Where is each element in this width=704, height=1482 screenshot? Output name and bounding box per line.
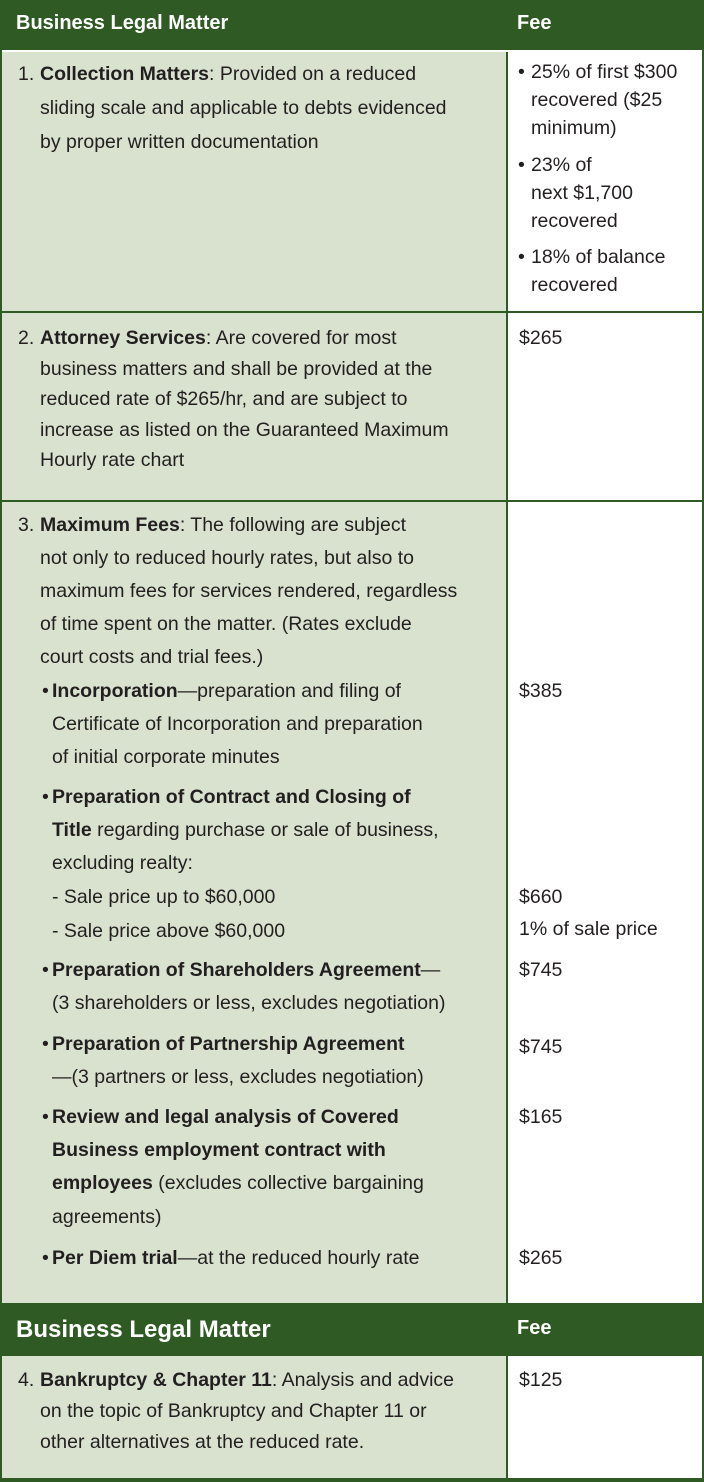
matter-cell <box>2 52 508 311</box>
item-text: of time spent on the matter. (Rates exclude <box>40 613 412 635</box>
item-text: Hourly rate chart <box>40 449 185 471</box>
sub-item-text: —(3 partners or less, excludes negotiation) <box>52 1066 424 1088</box>
matter-cell <box>2 313 508 500</box>
fee-cell <box>508 52 702 311</box>
table-header <box>0 0 704 50</box>
item-number: 1. <box>18 63 35 85</box>
table-bottom-border <box>0 1478 704 1482</box>
fee-value: 1% of sale price <box>519 918 658 940</box>
item-title: Bankruptcy & Chapter 11 <box>40 1369 272 1391</box>
fee-text: 23% of <box>531 154 592 176</box>
fee-text: minimum) <box>531 117 617 139</box>
sub-item-title: Business employment contract with <box>52 1139 386 1161</box>
bullet: • <box>42 680 49 702</box>
item-text: other alternatives at the reduced rate. <box>40 1431 365 1453</box>
sub-item-title: Preparation of Contract and Closing of <box>52 786 411 808</box>
sub-item-title: Preparation of Shareholders Agreement <box>52 959 421 981</box>
item-text: : Are covered for most <box>205 327 397 349</box>
fee-text: recovered <box>531 210 618 232</box>
table-row-collection <box>0 52 704 311</box>
item-text: sliding scale and applicable to debts evidenced <box>40 97 447 119</box>
fee-value: $165 <box>519 1106 563 1128</box>
sub-item-title: Title <box>52 819 92 841</box>
fee-value: $660 <box>519 886 563 908</box>
item-text: business matters and shall be provided at the <box>40 358 433 380</box>
sub-item-text: regarding purchase or sale of business, <box>91 819 439 841</box>
item-title: Attorney Services <box>40 327 206 349</box>
sub-item-title: Incorporation <box>52 680 178 702</box>
item-number: 2. <box>18 327 35 349</box>
bullet: • <box>518 61 525 83</box>
item-text: increase as listed on the Guaranteed Maximum <box>40 419 449 441</box>
header-fee: Fee <box>517 12 552 34</box>
bullet: • <box>42 1106 49 1128</box>
sub-item-text: —at the reduced hourly rate <box>177 1247 420 1269</box>
sub-item-text: - Sale price above $60,000 <box>52 920 286 942</box>
item-text: by proper written documentation <box>40 131 319 153</box>
bullet: • <box>42 786 49 808</box>
sub-item-title: Preparation of Partnership Agreement <box>52 1033 405 1055</box>
bullet: • <box>42 1033 49 1055</box>
sub-item-text: excluding realty: <box>52 852 193 874</box>
fee-value: $745 <box>519 959 563 981</box>
bullet: • <box>42 1247 49 1269</box>
matter-cell <box>2 1356 508 1478</box>
sub-item-title: Per Diem trial <box>52 1247 178 1269</box>
table-border-left <box>0 50 2 1482</box>
item-text: court costs and trial fees.) <box>40 646 264 668</box>
sub-item-text: of initial corporate minutes <box>52 746 280 768</box>
fee-value: $745 <box>519 1036 563 1058</box>
item-text: reduced rate of $265/hr, and are subject to <box>40 388 408 410</box>
sub-item-text: - Sale price up to $60,000 <box>52 886 276 908</box>
sub-item-text: Certificate of Incorporation and preparation <box>52 713 423 735</box>
sub-item-text: (3 shareholders or less, excludes negotiation) <box>52 992 446 1014</box>
item-text: : Provided on a reduced <box>209 63 417 85</box>
item-text: not only to reduced hourly rates, but also to <box>40 547 414 569</box>
item-title: Maximum Fees <box>40 514 180 536</box>
item-number: 4. <box>18 1369 35 1391</box>
item-text: maximum fees for services rendered, regardless <box>40 580 458 602</box>
sub-item-title: Review and legal analysis of Covered <box>52 1106 399 1128</box>
header-matter: Business Legal Matter <box>16 12 229 34</box>
item-text: on the topic of Bankruptcy and Chapter 11 or <box>40 1400 427 1422</box>
fee-text: 25% of first $300 <box>531 61 678 83</box>
fee-text: recovered ($25 <box>531 89 663 111</box>
item-text: : The following are subject <box>179 514 406 536</box>
fee-value: $385 <box>519 680 563 702</box>
fee-value: $265 <box>519 327 563 349</box>
header-matter: Business Legal Matter <box>16 1316 271 1343</box>
table-row-maximum-fees <box>0 502 704 1303</box>
fee-value: $265 <box>519 1247 563 1269</box>
item-text: : Analysis and advice <box>271 1369 455 1391</box>
sub-item-text: — <box>420 959 441 981</box>
item-title: Collection Matters <box>40 63 210 85</box>
sub-item-text: agreements) <box>52 1206 162 1228</box>
header-fee: Fee <box>517 1317 552 1339</box>
fee-text: 18% of balance <box>531 246 666 268</box>
table-row-attorney <box>0 313 704 500</box>
bullet: • <box>518 154 525 176</box>
fee-value: $125 <box>519 1369 563 1391</box>
bullet: • <box>42 959 49 981</box>
table-header <box>0 1303 704 1356</box>
item-number: 3. <box>18 514 35 536</box>
fee-text: recovered <box>531 274 618 296</box>
sub-item-text: (excludes collective bargaining <box>152 1172 424 1194</box>
matter-cell <box>2 502 508 1303</box>
sub-item-text: —preparation and filing of <box>177 680 401 702</box>
fee-text: next $1,700 <box>531 182 633 204</box>
table-row-bankruptcy <box>0 1356 704 1478</box>
bullet: • <box>518 246 525 268</box>
sub-item-title: employees <box>52 1172 153 1194</box>
